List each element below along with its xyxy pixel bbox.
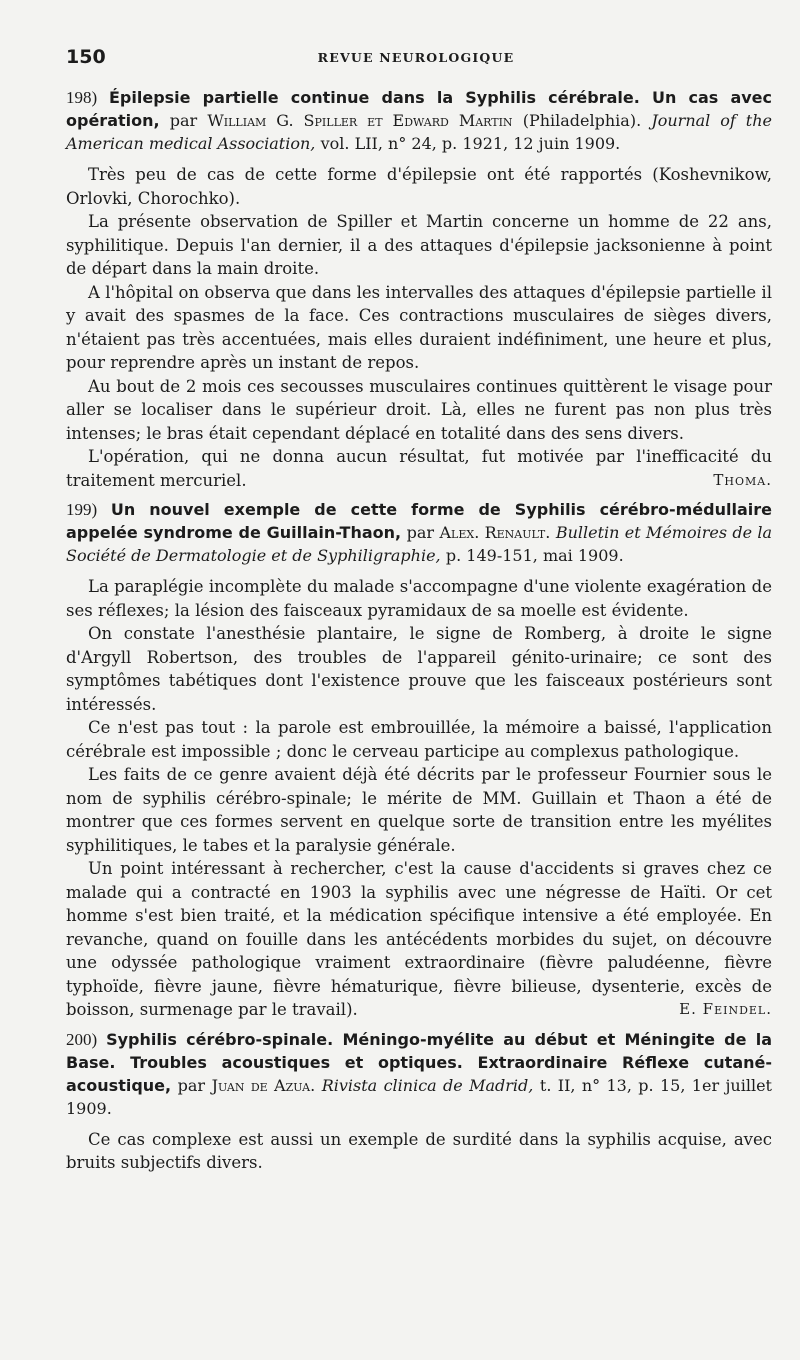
article-number: 199) — [66, 500, 98, 519]
reviewer-signature: Thoma. — [713, 470, 772, 489]
article-title: Épilepsie partielle continue dans la Syphilis cérébrale. Un cas avec opération, — [66, 88, 773, 130]
abstract-paragraph — [66, 716, 772, 763]
citation-details: vol. LII, n° 24, p. 1921, 12 juin 1909. — [320, 134, 621, 153]
paragraph-text: Un point intéressant à rechercher, c'est la cause d'accidents si graves chez ce malade qui a contracté en 1903 la syphilis avec une négresse de Haïti. Or cet homme s'est bien traité, et la médication spécifique intensive a été employée. En revanche, quand on fouille dans les antécédents morbides du sujet, on découvre une odyssée pathologique vraiment extraordinaire (fièvre paludéenne, fièvre typhoïde, fièvre jaune, fièvre hématurique, fièvre bilieuse, dysenterie, excès de boisson, surmenage par le travail). — [66, 859, 772, 1019]
reviewer-signature: E. Feindel. — [679, 1000, 772, 1018]
paragraph-text: Très peu de cas de cette forme d'épilepsie ont été rapportés (Koshevnikow, Orlovki, Chorochko). — [66, 165, 772, 208]
source-journal: Journal of the American medical Association, — [66, 111, 773, 153]
paragraph-text: On constate l'anesthésie plantaire, le signe de Romberg, à droite le signe d'Argyll Robertson, des troubles de l'appareil génito-urinaire; ce sont des symptômes tabétiques dont l'existence prouve que les faisceaux postérieurs sont intéressés. — [66, 624, 772, 714]
abstract-paragraph — [66, 1128, 772, 1175]
abstract-paragraph — [66, 210, 772, 281]
article-title: Un nouvel exemple de cette forme de Syphilis cérébro-médullaire appelée syndrome de Guillain-Thaon, — [66, 500, 772, 542]
abstract-paragraph — [66, 575, 772, 622]
paragraph-text: Les faits de ce genre avaient déjà été décrits par le professeur Fournier sous le nom de syphilis cérébro-spinale; le mérite de MM. Guillain et Thaon a été de montrer que ces formes servent en quelque sorte de transition entre les myélites syphilitiques, le tabes et la paralysie générale. — [66, 765, 772, 855]
article-authors: William G. Spiller et Edward Martin — [207, 111, 513, 130]
source-journal: Rivista clinica de Madrid, — [321, 1075, 534, 1095]
article-abstract — [66, 1028, 772, 1175]
paragraph-text: La présente observation de Spiller et Martin concerne un homme de 22 ans, syphilitique. Depuis l'an dernier, il a des attaques d'épilepsie jacksonienne à point de départ dans la main droite. — [66, 212, 772, 278]
article-authors: Alex. Renault. — [439, 523, 551, 542]
paragraph-text: Ce n'est pas tout : la parole est embrouillée, la mémoire a baissé, l'application cérébrale est impossible ; donc le cerveau participe au complexus pathologique. — [66, 718, 772, 761]
abstract-paragraph — [66, 163, 772, 210]
article-number: 198) — [66, 88, 98, 107]
abstract-paragraph — [66, 445, 772, 492]
article-authors: Juan de Azua. — [211, 1075, 316, 1095]
article-title: Syphilis cérébro-spinale. Méningo-myélite au début et Méningite de la Base. Troubles acoustiques et optiques. Extraordinaire Réflexe cutané-acoustique, — [66, 1029, 773, 1095]
paragraph-text: A l'hôpital on observa que dans les intervalles des attaques d'épilepsie partielle il y avait des spasmes de la face. Ces contractions musculaires de sièges divers, n'étaient pas très accentuées, mais elles duraient indéfiniment, une heure et plus, pour reprendre après un instant de repos. — [66, 282, 772, 372]
author-location: (Philadelphia). — [522, 111, 642, 130]
citation-details: p. 149-151, mai 1909. — [445, 546, 624, 565]
abstract-paragraph — [66, 281, 772, 375]
article-heading — [66, 498, 772, 567]
byline-par: par — [177, 1075, 206, 1095]
article-heading — [66, 86, 772, 155]
page-header — [66, 46, 766, 72]
paragraph-text: Ce cas complexe est aussi un exemple de surdité dans la syphilis acquise, avec bruits subjectifs divers. — [66, 1129, 772, 1172]
article-abstract — [66, 498, 772, 1022]
page-number: 150 — [66, 46, 106, 68]
paragraph-text: La paraplégie incomplète du malade s'accompagne d'une violente exagération de ses réflexes; la lésion des faisceaux pyramidaux de sa moelle est évidente. — [66, 577, 772, 620]
source-journal: Bulletin et Mémoires de la Société de Dermatologie et de Syphiligraphie, — [66, 523, 773, 565]
abstract-paragraph — [66, 622, 772, 716]
byline-par: par — [169, 111, 198, 130]
abstract-paragraph — [66, 763, 772, 857]
abstract-paragraph — [66, 857, 772, 1022]
article-heading — [66, 1028, 772, 1120]
citation-details: t. II, n° 13, p. 15, 1er juillet 1909. — [66, 1075, 772, 1118]
paragraph-text: Au bout de 2 mois ces secousses musculaires continues quittèrent le visage pour aller se localiser dans le supérieur droit. Là, elles ne furent pas non plus très intenses; le bras était cependant déplacé en totalité dans des sens divers. — [66, 376, 772, 443]
abstract-paragraph — [66, 375, 772, 446]
article-number: 200) — [66, 1029, 98, 1049]
article-list — [66, 86, 772, 1181]
running-title: REVUE NEUROLOGIQUE — [317, 50, 515, 65]
byline-par: par — [406, 523, 435, 542]
article-abstract — [66, 86, 772, 492]
paragraph-text: L'opération, qui ne donna aucun résultat, fut motivée par l'inefficacité du traitement mercuriel. — [66, 447, 772, 490]
